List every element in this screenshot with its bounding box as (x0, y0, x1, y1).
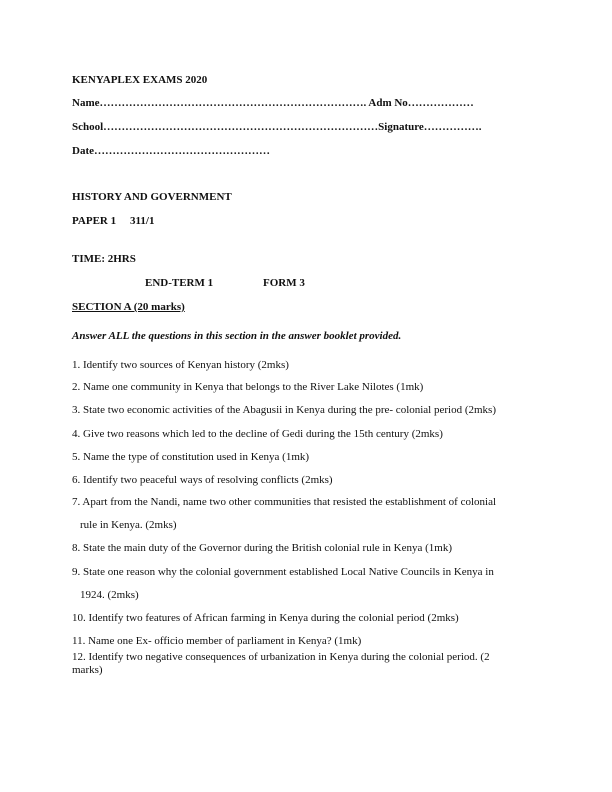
school-signature-field: School…………………………………………………………………Signature……………. (72, 121, 482, 133)
question-2: 2. Name one community in Kenya that belongs to the River Lake Nilotes (1mk) (72, 381, 424, 393)
question-9: 9. State one reason why the colonial government established Local Native Councils in Kenya in (72, 566, 494, 578)
question-12: 12. Identify two negative consequences of urbanization in Kenya during the colonial period. (2 (72, 651, 490, 663)
exam-title: KENYAPLEX EXAMS 2020 (72, 74, 208, 86)
question-5: 5. Name the type of constitution used in Kenya (1mk) (72, 451, 310, 463)
subject-heading: HISTORY AND GOVERNMENT (72, 191, 232, 203)
section-title: SECTION A (20 marks) (72, 301, 185, 313)
question-1: 1. Identify two sources of Kenyan history (2mks) (72, 359, 289, 371)
question-11: 11. Name one Ex- officio member of parliament in Kenya? (1mk) (72, 635, 362, 647)
date-field: Date………………………………………… (72, 145, 270, 157)
question-10: 10. Identify two features of African farming in Kenya during the colonial period (2mks) (72, 612, 459, 624)
question-3: 3. State two economic activities of the Abagusii in Kenya during the pre- colonial period (2mks) (72, 404, 497, 416)
question-6: 6. Identify two peaceful ways of resolving conflicts (2mks) (72, 474, 333, 486)
question-7: 7. Apart from the Nandi, name two other communities that resisted the establishment of colonial (72, 496, 497, 508)
question-7-continued: rule in Kenya. (2mks) (80, 519, 177, 531)
form-label: FORM 3 (263, 277, 305, 289)
section-instruction: Answer ALL the questions in this section in the answer booklet provided. (72, 330, 402, 342)
paper-code: 311/1 (130, 215, 155, 227)
question-8: 8. State the main duty of the Governor during the British colonial rule in Kenya (1mk) (72, 542, 453, 554)
question-12-continued: marks) (72, 664, 103, 676)
paper-label: PAPER 1 (72, 215, 117, 227)
question-4: 4. Give two reasons which led to the decline of Gedi during the 15th century (2mks) (72, 428, 443, 440)
question-9-continued: 1924. (2mks) (80, 589, 139, 601)
time-label: TIME: 2HRS (72, 253, 136, 265)
name-adm-field: Name………………………………………………………………. Adm No……………… (72, 97, 474, 109)
term-label: END-TERM 1 (145, 277, 214, 289)
